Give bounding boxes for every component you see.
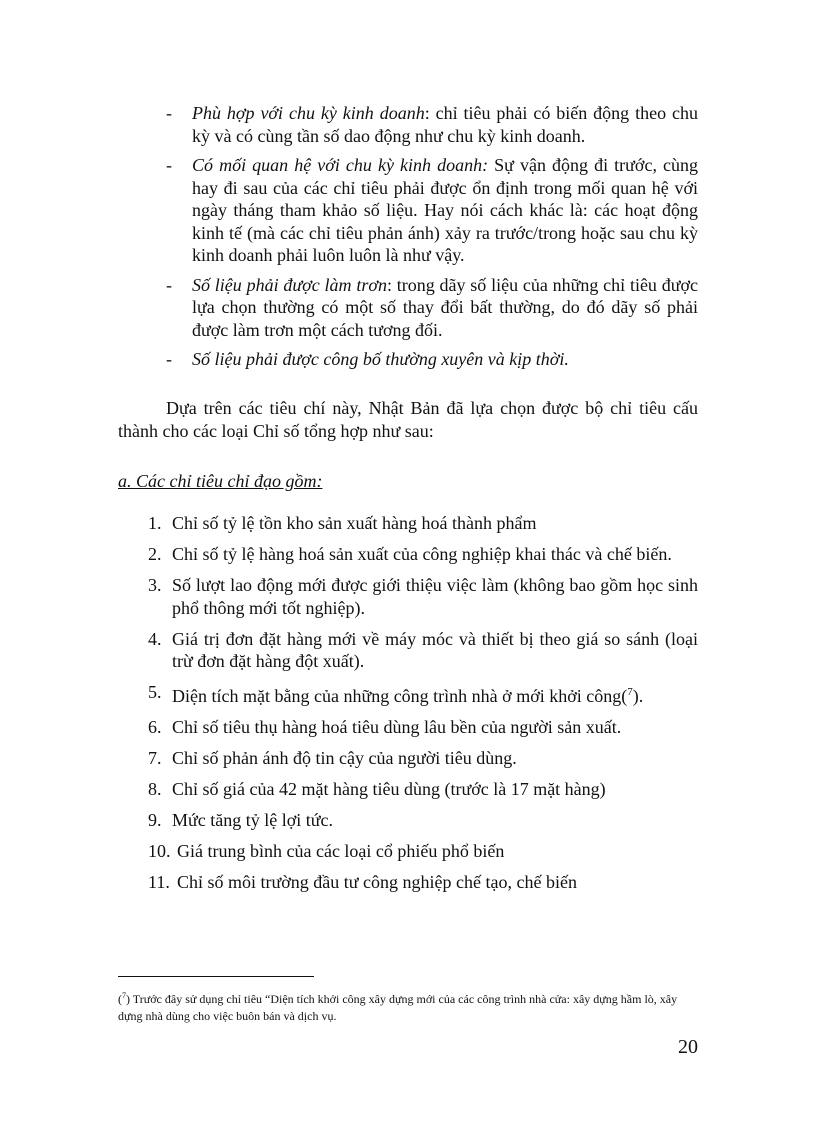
list-text: Chỉ số giá của 42 mặt hàng tiêu dùng (trước là 17 mặt hàng): [172, 779, 606, 799]
list-text: Chỉ số tiêu thụ hàng hoá tiêu dùng lâu bền của người sản xuất.: [172, 717, 622, 737]
list-text: Chỉ số tỷ lệ hàng hoá sản xuất của công nghiệp khai thác và chế biến.: [172, 544, 672, 564]
list-item: [148, 574, 698, 619]
list-number: 7.: [148, 748, 162, 768]
list-text: Số lượt lao động mới được giới thiệu việc làm (không bao gồm học sinh phổ thông mới tốt nghiệp).: [172, 575, 698, 618]
criteria-item: [166, 102, 698, 147]
footnote-close: ): [126, 992, 130, 1006]
list-text: Giá trị đơn đặt hàng mới về máy móc và thiết bị theo giá so sánh (loại trừ đơn đặt hàng đột xuất).: [172, 628, 698, 671]
list-text: Chỉ số tỷ lệ tồn kho sản xuất hàng hoá thành phẩm: [172, 513, 537, 533]
list-item: [148, 681, 698, 708]
list-item: [148, 512, 698, 535]
list-item: [148, 871, 698, 894]
criteria-term: Số liệu phải được công bố thường xuyên và kịp thời.: [192, 349, 569, 369]
criteria-item: [166, 348, 698, 371]
list-number: 5.: [148, 682, 162, 702]
list-item: [148, 840, 698, 863]
list-text: Giá trung bình của các loại cổ phiếu phổ biến: [177, 841, 505, 861]
list-number: 8.: [148, 779, 162, 799]
list-number: 4.: [148, 628, 162, 649]
footnote-mark: 7: [122, 991, 126, 1000]
bullet-dash: -: [166, 349, 172, 369]
footnote-text: Trước đây sử dụng chỉ tiêu “Diện tích khởi công xây dựng mới của các công trình nhà cửa: xây dựng hầm lò, xây dựng nhà dùng cho việc buôn bán và dịch vụ.: [118, 992, 678, 1023]
criteria-term: Số liệu phải được làm trơn: [192, 274, 387, 295]
list-text: Chỉ số môi trường đầu tư công nghiệp chế tạo, chế biến: [177, 872, 577, 892]
page-number: 20: [678, 1036, 698, 1058]
list-text-after: ).: [632, 686, 644, 706]
criteria-term: Có mối quan hệ với chu kỳ kinh doanh:: [192, 155, 489, 175]
list-number: 11.: [148, 872, 170, 892]
bullet-dash: -: [166, 274, 172, 295]
criteria-item: [166, 274, 698, 342]
list-item: [148, 809, 698, 832]
criteria-list: [166, 102, 698, 378]
criteria-text: : trong dãy số liệu của những chỉ tiêu được lựa chọn thường có một số thay đổi bất thường, do đó dãy số phải được làm trơn một cách tương đối.: [192, 274, 698, 340]
list-item: [148, 747, 698, 770]
criteria-text: Sự vận động đi trước, cùng hay đi sau của các chỉ tiêu phải được ổn định trong mối quan hệ với ngày tháng tham khảo số liệu. Hay nói cách khác là: các hoạt động kinh tế (mà các chỉ tiêu phản ánh) xảy ra trước/trong hoặc sau chu kỳ kinh doanh phải luôn luôn là như vậy.: [192, 155, 699, 265]
list-text: Mức tăng tỷ lệ lợi tức.: [172, 810, 333, 830]
list-item: [148, 778, 698, 801]
list-item: [148, 628, 698, 673]
list-text: Chỉ số phản ánh độ tin cậy của người tiêu dùng.: [172, 748, 517, 768]
footnote-reference[interactable]: 7: [627, 686, 633, 698]
intro-paragraph: Dựa trên các tiêu chí này, Nhật Bản đã lựa chọn được bộ chỉ tiêu cấu thành cho các loại Chỉ số tổng hợp như sau:: [118, 398, 698, 441]
list-number: 10.: [148, 841, 171, 861]
list-number: 2.: [148, 544, 162, 564]
footnote-open: (: [118, 992, 122, 1006]
criteria-term: Phù hợp với chu kỳ kinh doanh: [192, 103, 425, 123]
section-heading: a. Các chỉ tiêu chỉ đạo gồm:: [118, 471, 323, 491]
list-text: Diện tích mặt bằng của những công trình nhà ở mới khởi công(: [172, 686, 628, 706]
list-number: 1.: [148, 513, 162, 533]
list-number: 3.: [148, 575, 162, 595]
bullet-dash: -: [166, 155, 172, 175]
criteria-item: [166, 154, 698, 267]
footnote: [118, 987, 698, 1025]
leading-indicators-list: [148, 512, 698, 902]
list-item: [148, 543, 698, 566]
bullet-dash: -: [166, 103, 172, 123]
list-item: [148, 716, 698, 739]
footnote-separator: [118, 976, 314, 977]
criteria-text: : chỉ tiêu phải có biến động theo chu kỳ và có cùng tần số dao động như chu kỳ kinh doanh.: [192, 103, 698, 146]
list-number: 6.: [148, 717, 162, 737]
list-number: 9.: [148, 810, 162, 830]
